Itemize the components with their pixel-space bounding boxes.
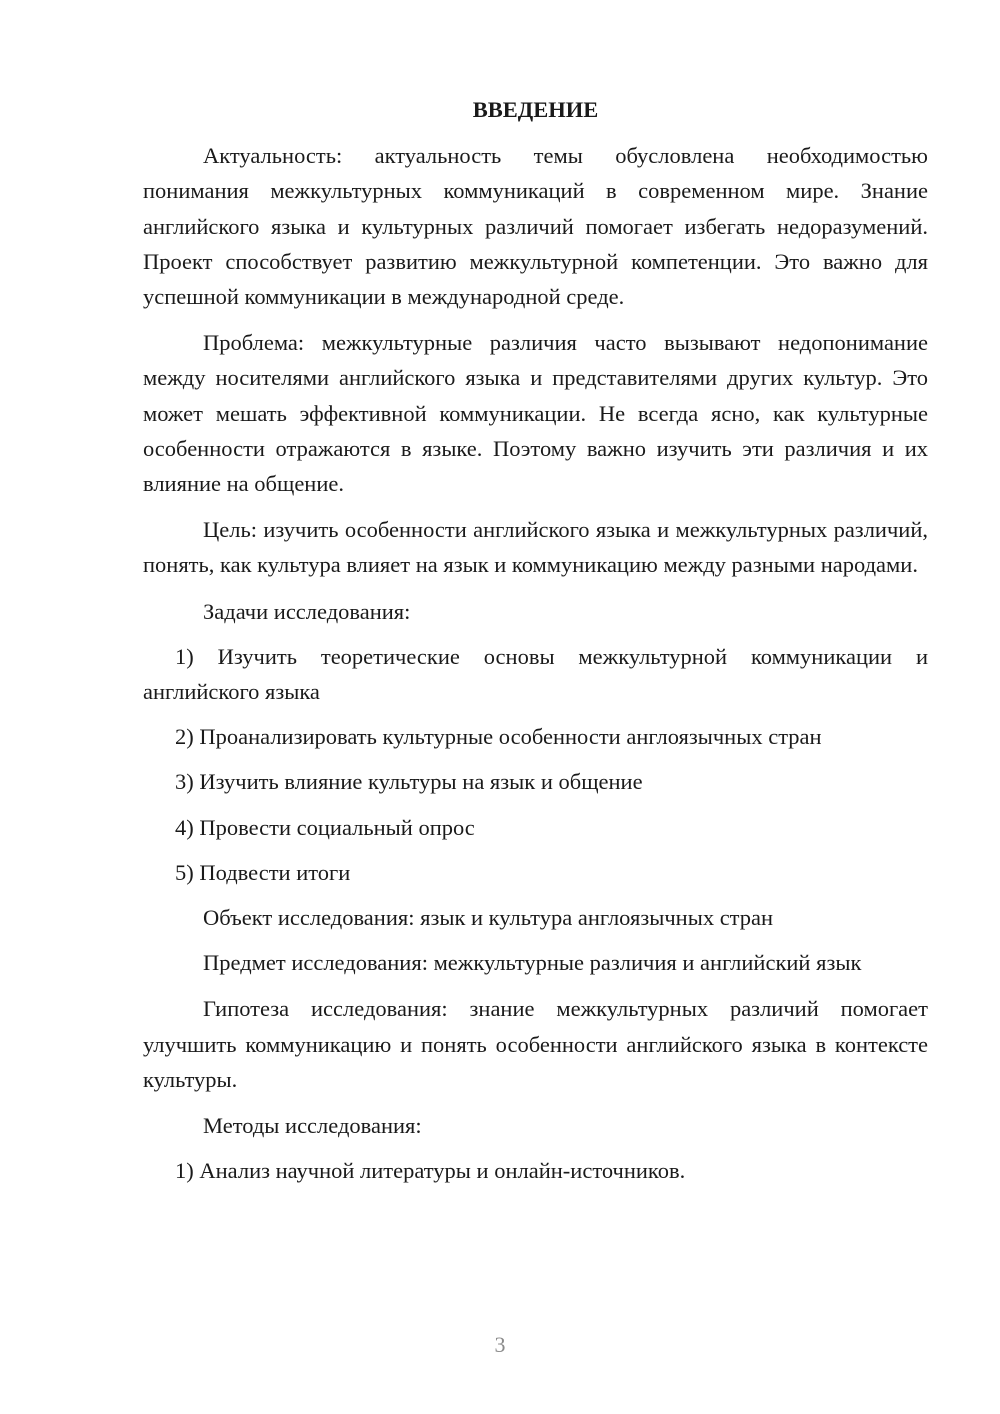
task-item: 3) Изучить влияние культуры на язык и общение [175, 769, 643, 795]
goal-paragraph: Цель: изучить особенности английского языка и межкультурных различий, понять, как культура влияет на язык и коммуникацию между разными народами. [143, 517, 928, 578]
task-item: 4) Провести социальный опрос [175, 814, 475, 840]
relevance-paragraph: Актуальность: актуальность темы обусловлена необходимостью понимания межкультурных коммуникаций в современном мире. Знание английского языка и культурных различий помогает избегать недоразумений. Проект способствует развитию межкультурной компетенции. Это важно для успешной коммуникации в международной среде. [143, 143, 928, 310]
object-paragraph: Объект исследования: язык и культура англоязычных стран [203, 905, 774, 931]
task-item: 1) Изучить теоретические основы межкультурной коммуникации и английского языка [143, 643, 928, 705]
method-item: 1) Анализ научной литературы и онлайн-источников. [175, 1158, 686, 1184]
subject-paragraph: Предмет исследования: межкультурные различия и английский язык [203, 950, 862, 976]
problem-paragraph: Проблема: межкультурные различия часто вызывают недопонимание между носителями английского языка и представителями других культур. Это может мешать эффективной коммуникации. Не всегда ясно, как культурные особенности отражаются в языке. Поэтому важно изучить эти различия и их влияние на общение. [143, 330, 928, 497]
task-item: 5) Подвести итоги [175, 859, 351, 885]
hypothesis-paragraph: Гипотеза исследования: знание межкультурных различий помогает улучшить коммуникацию и понять особенности английского языка в контексте культуры. [143, 996, 928, 1092]
section-title: ВВЕДЕНИЕ [472, 97, 599, 122]
document-page [143, 92, 928, 1198]
tasks-heading: Задачи исследования: [203, 598, 411, 624]
page-number: 3 [494, 1332, 506, 1357]
task-item: 2) Проанализировать культурные особенности англоязычных стран [175, 724, 822, 750]
methods-heading: Методы исследования: [203, 1113, 422, 1139]
